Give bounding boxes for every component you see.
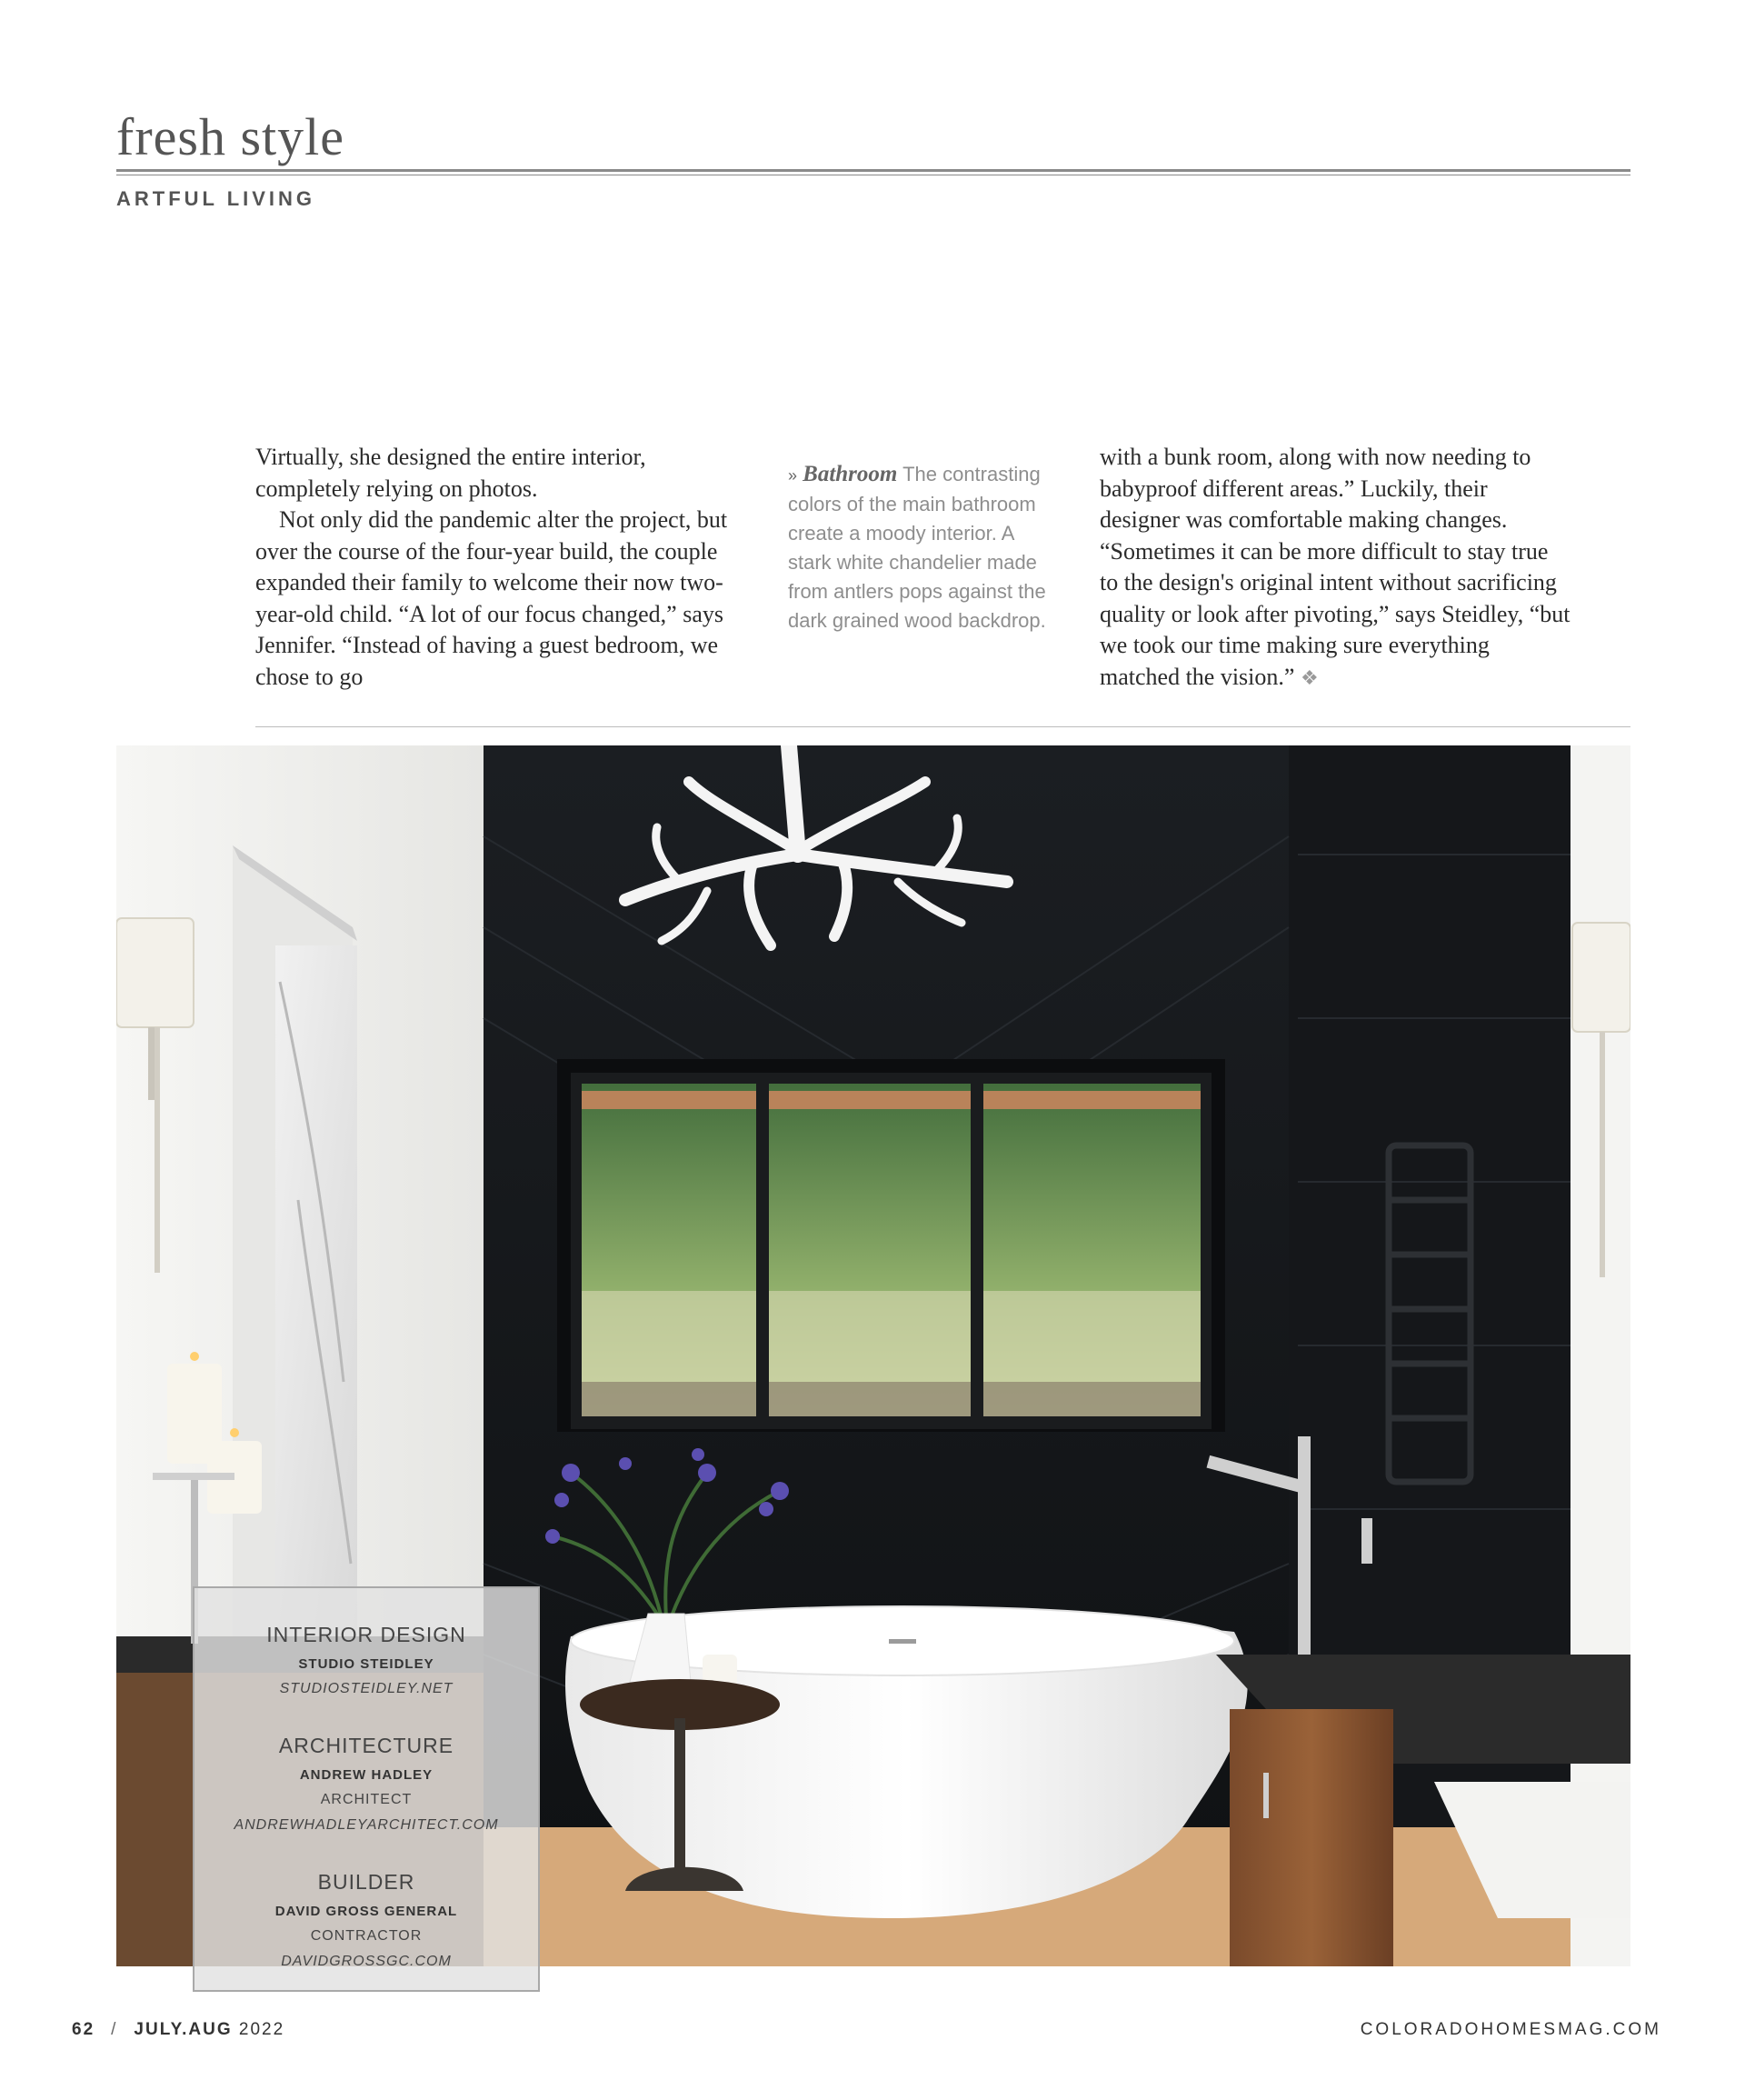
credit-url: ANDREWHADLEYARCHITECT.COM — [234, 1817, 499, 1833]
caption-text: The contrasting colors of the main bathroom create a moody interior. A stark white chandelier made from antlers pops against the dark grained wood backdrop. — [788, 463, 1046, 632]
divider — [255, 726, 1630, 727]
article-paragraph: Not only did the pandemic alter the project, but over the course of the four-year build, the couple expanded their family to welcome their now two-year-old child. “A lot of our focus changed,” says Jennifer. “Instead of having a guest bedroom, we chose to go — [255, 506, 728, 690]
credit-name: STUDIO STEIDLEY — [298, 1656, 434, 1672]
credit-name: ANDREW HADLEY — [299, 1767, 434, 1783]
caption-title: Bathroom — [803, 462, 898, 486]
credit-url: DAVIDGROSSGC.COM — [281, 1954, 452, 1969]
site-url: COLORADOHOMESMAG.COM — [1360, 2020, 1661, 2039]
photo-caption — [788, 460, 1052, 635]
article-paragraph: Virtually, she designed the entire interior, completely relying on photos. — [255, 444, 646, 502]
credit-heading: INTERIOR DESIGN — [266, 1623, 466, 1646]
credit-role: CONTRACTOR — [310, 1928, 423, 1944]
header-rule — [116, 169, 1630, 172]
page-number: 62 — [72, 2020, 95, 2039]
article-column-1 — [255, 442, 737, 693]
credit-architecture — [194, 1734, 538, 1834]
credit-name: DAVID GROSS GENERAL — [274, 1904, 458, 1919]
credit-builder — [194, 1870, 538, 1970]
page-footer — [72, 2020, 284, 2040]
end-mark-icon: ❖ — [1300, 665, 1319, 689]
credit-heading: ARCHITECTURE — [278, 1734, 454, 1757]
issue-month: JULY.AUG — [134, 2020, 233, 2039]
article-text: with a bunk room, along with now needing to babyproof different areas.” Luckily, their designer was comfortable making changes. “Sometimes it can be more difficult to stay true to the design's original intent without sacrificing quality or look after pivoting,” says Steidley, “but we took our time making sure everything matched the vision.” — [1100, 444, 1570, 690]
section-subtitle: ARTFUL LIVING — [116, 187, 316, 210]
credits-box — [193, 1586, 540, 1992]
credit-url: STUDIOSTEIDLEY.NET — [279, 1681, 454, 1696]
issue-year: 2022 — [238, 2020, 285, 2039]
credit-role: ARCHITECT — [320, 1792, 413, 1807]
article-paragraph — [1100, 442, 1572, 694]
chevron-down-icon: » — [788, 466, 798, 485]
section-title: fresh style — [116, 107, 344, 166]
article-column-2 — [1100, 442, 1572, 694]
credit-interior-design — [194, 1623, 538, 1697]
footer-separator: / — [111, 2020, 118, 2039]
credit-heading: BUILDER — [317, 1870, 415, 1894]
